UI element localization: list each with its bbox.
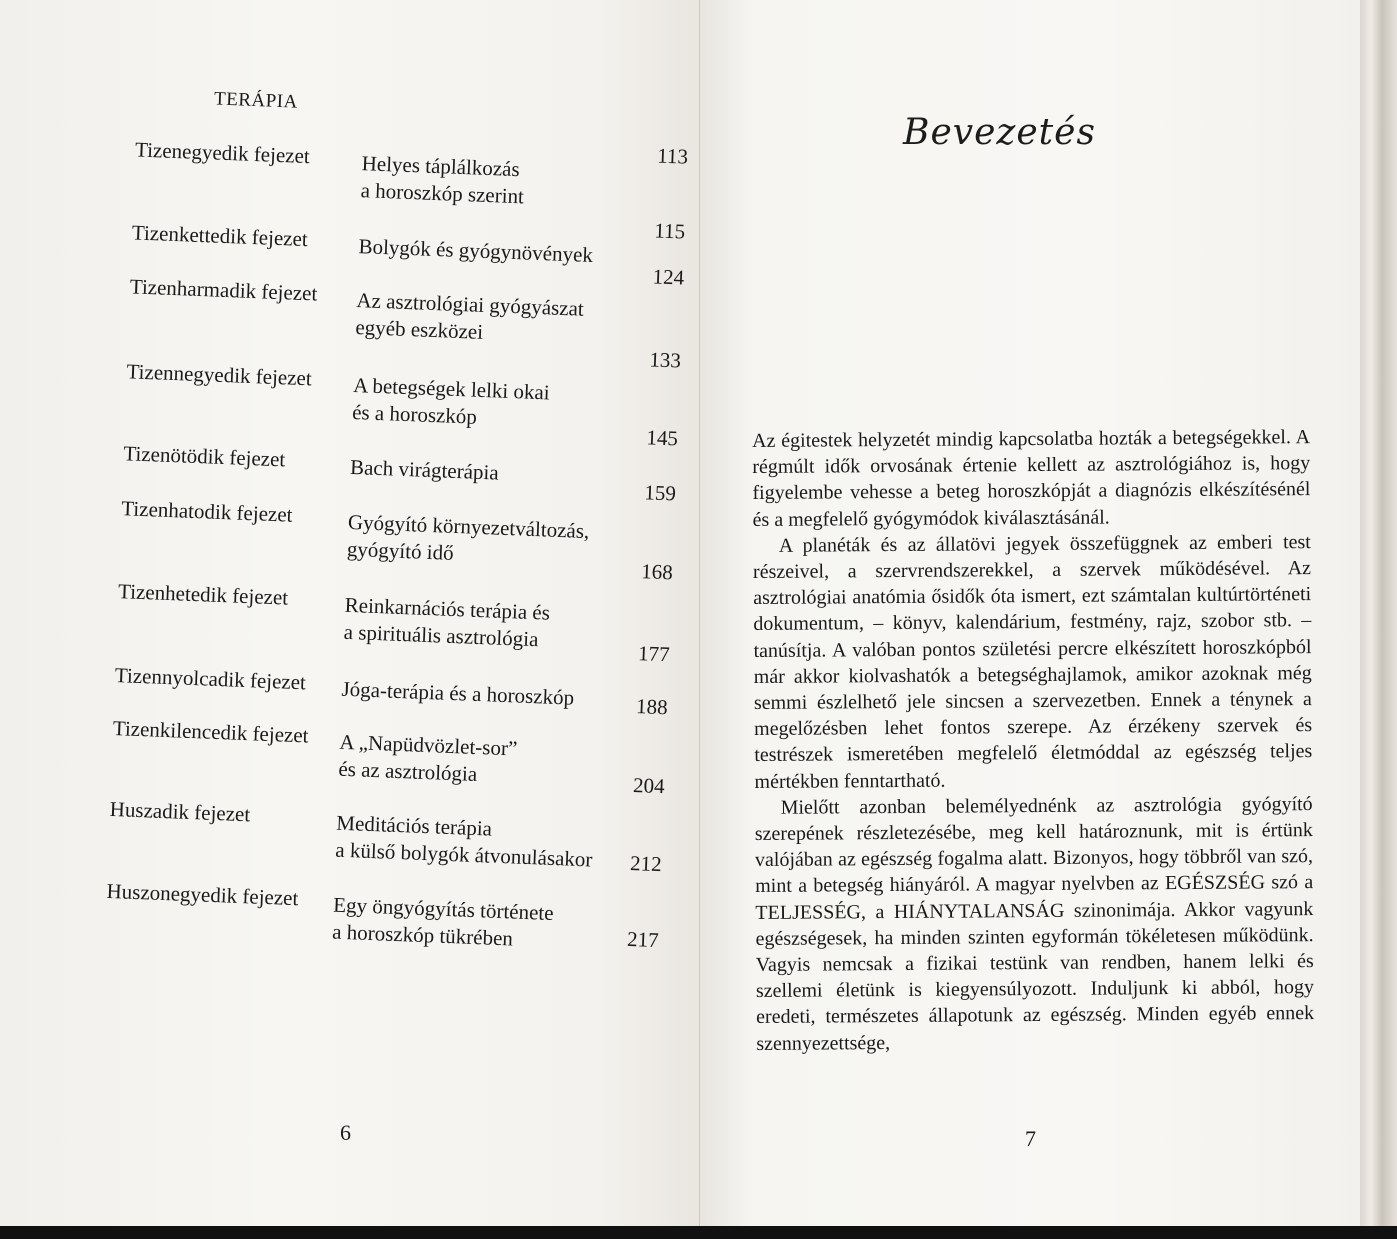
toc-chapter: Tizenkilencedik fejezet <box>112 716 309 748</box>
section-heading: TERÁPIA <box>213 88 299 113</box>
toc-title: Az asztrológiai gyógyászat egyéb eszközei <box>355 288 585 344</box>
toc-title: Helyes táplálkozás a horoszkóp szerint <box>360 151 525 209</box>
toc-page-number: 115 <box>653 218 686 244</box>
book-page-edge <box>1360 0 1397 1226</box>
toc-title: Egy öngyógyítás története a horoszkóp tükrében <box>331 892 555 951</box>
toc-page-number: 159 <box>643 480 677 506</box>
toc-chapter: Tizenharmadik fejezet <box>129 274 318 306</box>
toc-page-number: 145 <box>646 425 679 451</box>
toc-chapter: Tizenhetedik fejezet <box>117 579 289 610</box>
toc-chapter: Tizennegyedik fejezet <box>126 359 313 391</box>
toc-chapter: Tizenhatodik fejezet <box>120 496 293 527</box>
toc-chapter: Tizenkettedik fejezet <box>131 220 309 252</box>
toc-title: A betegségek lelki okai és a horoszkóp <box>351 372 551 429</box>
toc-page-number: 204 <box>632 773 666 799</box>
toc-title: Gyógyító környezetváltozás, gyógyító idő <box>346 509 590 565</box>
toc-page-number: 168 <box>640 559 674 585</box>
paragraph: A planéták és az állatövi jegyek összefüggnek az emberi test részeivel, a szervrendszerekkel, a szervek működésével. Az asztrológiai anatómia ősidők óta ismert, ezt számtalan kultúrtörténeti dokumentum, – könyv, kalendárium, festmény, rajz, szobor stb. – tanúsítja. A valóban pontos születési percre elkészített horoszkópból már akkor kiolvashatók a betegséghajlamok, amikor azoknak még semmi észlelhető jele sincsen a szervezetben. Ennek a ténynek a megelőzésben lehet fontos szerepe. Az érzékeny szervek és testrészek ismeretében megfelelő életmóddal az egészség teljes mértékben fenntartható. <box>752 530 1313 793</box>
toc-chapter: Huszonegyedik fejezet <box>106 878 299 911</box>
toc-page-number: 133 <box>648 347 682 373</box>
toc-chapter: Tizennyolcadik fejezet <box>114 663 307 695</box>
toc-chapter: Tizenegyedik fejezet <box>134 137 311 169</box>
paragraph: Az égitestek helyzetét mindig kapcsolatba hozták a betegségekkel. A régmúlt idők orvosának értenie kellett az asztrológiához is, hogy figyelembe vehesse a beteg horoszkópját a diagnózis elkészítésénél és a megfelelő gyógymódok kiválasztásánál. <box>752 426 1311 531</box>
paragraph: Mielőtt azonban belemélyednénk az asztrológia gyógyító szerepének részletezésébe, meg kell határoznunk, mit is értünk valójában az egészség fogalma alatt. Bizonyos, hogy többről van szó, mint a betegség hiányáról. A magyar nyelvben az EGÉSZSÉG szó a TELJESSÉG, a HIÁNYTALANSÁG szinonimája. Akkor vagyunk egészségesek, ha minden szinten egyformán tökéletesen működünk. Vagyis nemcsak a fizikai testünk van rendben, hanem lelki és szellemi életünk is kiegyensúlyozott. Induljunk ki abból, hogy eredeti, természetes állapotunk az egészség. Minden egyéb ennek szennyezettsége, <box>754 792 1315 1055</box>
toc-page-number: 124 <box>652 264 685 290</box>
left-page <box>0 0 700 1226</box>
toc-chapter: Tizenötödik fejezet <box>123 441 286 472</box>
toc-title: Bach virágterápia <box>349 454 500 485</box>
toc-page-number: 188 <box>635 694 669 720</box>
chapter-heading: Bevezetés <box>903 112 1096 153</box>
toc-page-number: 113 <box>656 143 689 169</box>
toc-page-number: 177 <box>637 641 671 667</box>
toc-last-page-number: 217 <box>626 926 660 953</box>
toc-title: Reinkarnációs terápia és a spirituális asztrológia <box>343 592 551 652</box>
toc-title: A „Napüdvözlet-sor” és az asztrológia <box>338 729 518 787</box>
toc-page-number: 212 <box>629 850 663 877</box>
page-number-right: 7 <box>1025 1126 1036 1151</box>
toc-title: Meditációs terápia a külső bolygók átvonulásakor <box>334 810 593 872</box>
body-text <box>752 424 1314 1057</box>
page-number-left: 6 <box>340 1120 351 1145</box>
toc-title: Jóga-terápia és a horoszkóp <box>341 676 575 710</box>
toc-title: Bolygók és gyógynövények <box>358 234 594 268</box>
toc-chapter: Huszadik fejezet <box>109 796 251 827</box>
